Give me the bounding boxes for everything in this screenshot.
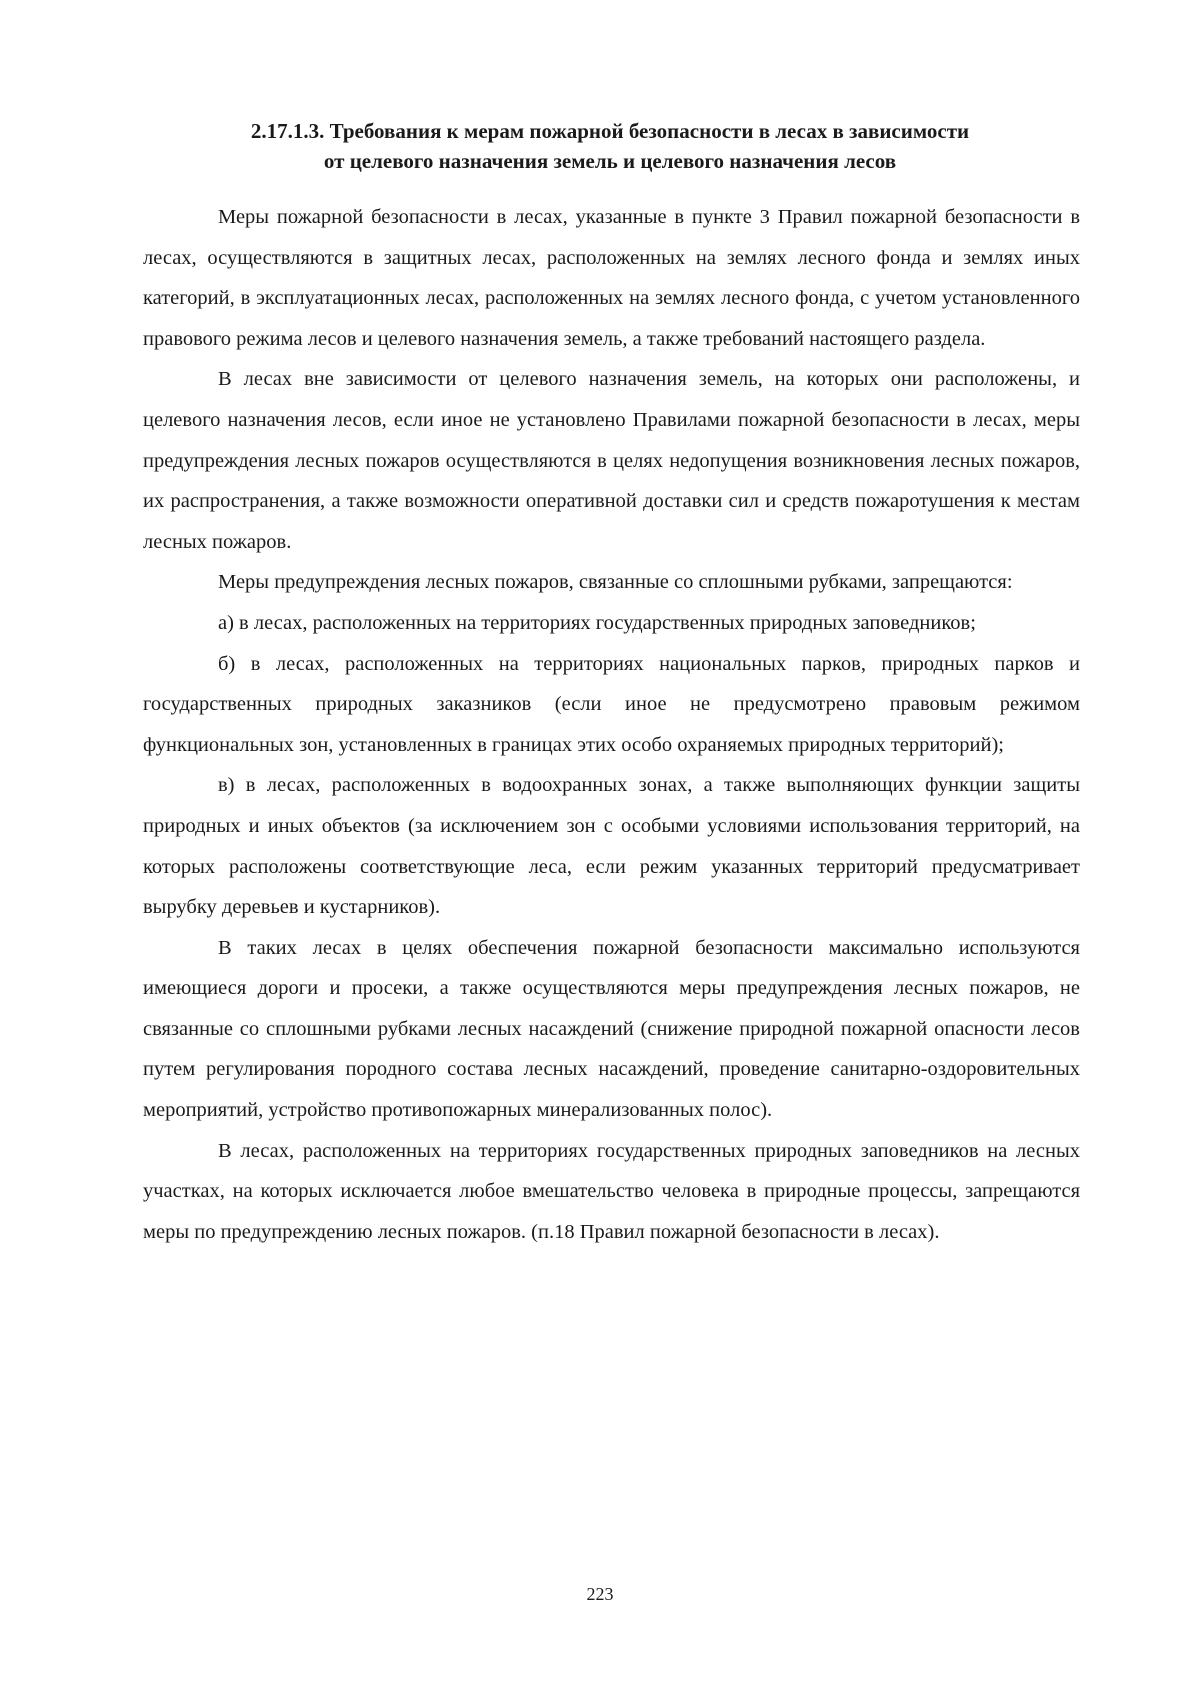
section-title-line-1: 2.17.1.3. Требования к мерам пожарной безопасности в лесах в зависимости — [250, 119, 970, 143]
section-title-line-2: от целевого назначения земель и целевого назначения лесов — [323, 149, 897, 173]
page-number: 223 — [586, 1584, 614, 1604]
list-item: в) в лесах, расположенных в водоохранных зонах, а также выполняющих функции защиты природных и иных объектов (за исключением зон с особыми условиями использования территорий, на которых расположены соответствующие леса, если режим указанных территорий предусматривает вырубку деревьев и кустарников). — [143, 774, 1080, 919]
paragraph: В лесах, расположенных на территориях государственных природных заповедников на лесных участках, на которых исключается любое вмешательство человека в природные процессы, запрещаются меры по предупреждению лесных пожаров. (п.18 Правил пожарной безопасности в лесах). — [143, 1139, 1080, 1243]
list-item: б) в лесах, расположенных на территориях национальных парков, природных парков и государственных природных заказников (если иное не предусмотрено правовым режимом функциональных зон, установленных в границах этих особо охраняемых природных территорий); — [143, 652, 1080, 756]
document-body — [143, 197, 1080, 1252]
section-title — [140, 116, 1080, 176]
paragraph: Меры пожарной безопасности в лесах, указанные в пункте 3 Правил пожарной безопасности в лесах, осуществляются в защитных лесах, расположенных на землях лесного фонда и землях иных категорий, в эксплуатационных лесах, расположенных на землях лесного фонда, с учетом установленного правового режима лесов и целевого назначения земель, а также требований настоящего раздела. — [143, 206, 1080, 350]
paragraph: В таких лесах в целях обеспечения пожарной безопасности максимально используются имеющиеся дороги и просеки, а также осуществляются меры предупреждения лесных пожаров, не связанные со сплошными рубками лесных насаждений (снижение природной пожарной опасности лесов путем регулирования породного состава лесных насаждений, проведение санитарно-оздоровительных мероприятий, устройство противопожарных минерализованных полос). — [143, 936, 1080, 1122]
paragraph: В лесах вне зависимости от целевого назначения земель, на которых они расположены, и целевого назначения лесов, если иное не установлено Правилами пожарной безопасности в лесах, меры предупреждения лесных пожаров осуществляются в целях недопущения возникновения лесных пожаров, их распространения, а также возможности оперативной доставки сил и средств пожаротушения к местам лесных пожаров. — [143, 368, 1080, 553]
list-item: а) в лесах, расположенных на территориях государственных природных заповедников; — [218, 611, 976, 634]
paragraph: Меры предупреждения лесных пожаров, связанные со сплошными рубками, запрещаются: — [218, 571, 1013, 594]
